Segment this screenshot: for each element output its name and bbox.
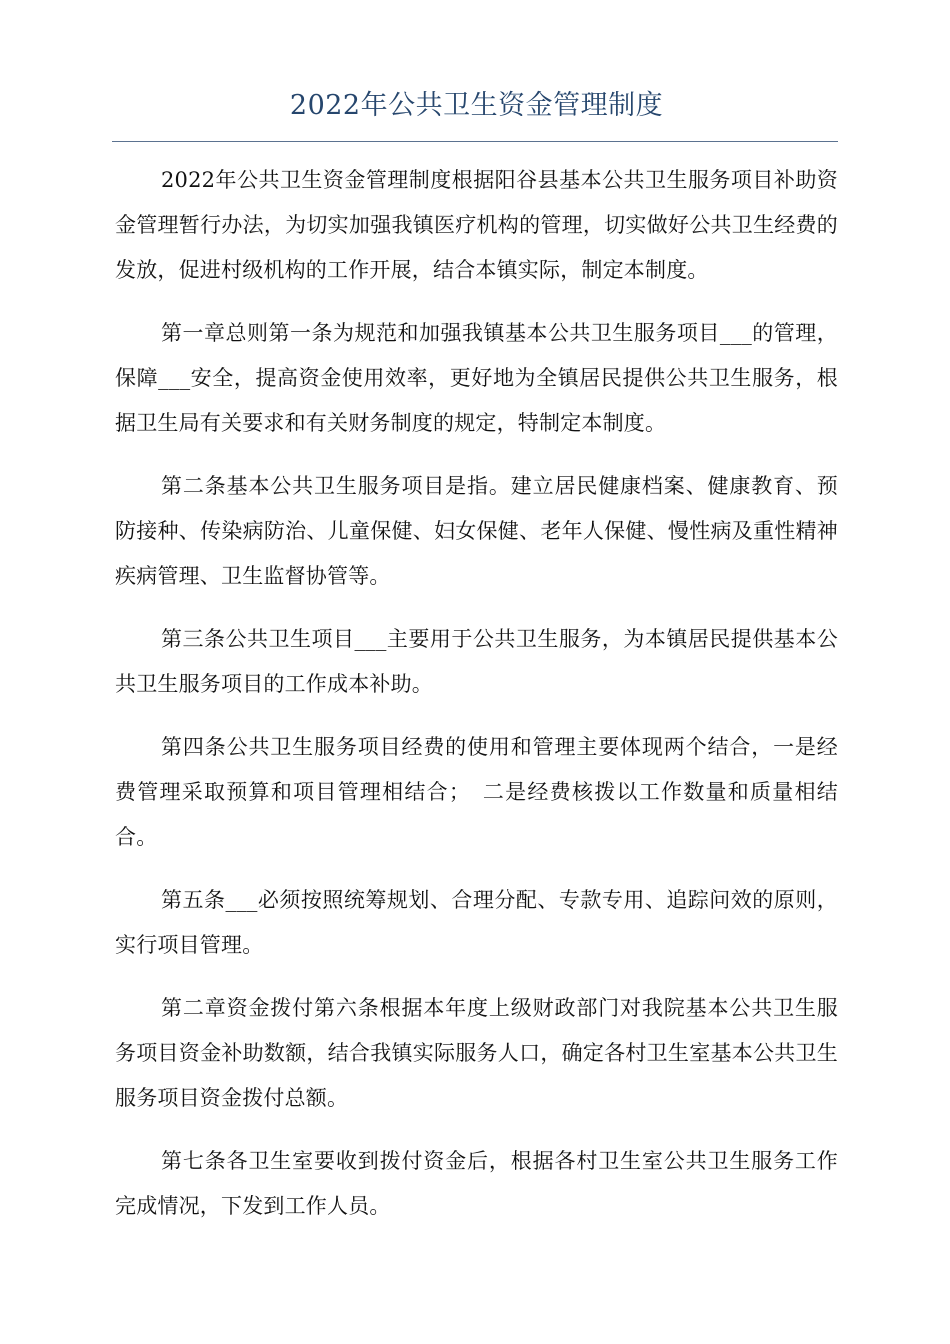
paragraph-article-2: 第二条基本公共卫生服务项目是指。建立居民健康档案、健康教育、预防接种、传染病防治、儿童保健、妇女保健、老年人保健、慢性病及重性精神疾病管理、卫生监督协管等。 <box>115 474 838 588</box>
paragraph-article-4: 第四条公共卫生服务项目经费的使用和管理主要体现两个结合，一是经费管理采取预算和项目管理相结合； 二是经费核拨以工作数量和质量相结合。 <box>115 735 838 849</box>
paragraph-article-1: 第一章总则第一条为规范和加强我镇基本公共卫生服务项目___的管理，保障___安全，提高资金使用效率，更好地为全镇居民提供公共卫生服务，根据卫生局有关要求和有关财务制度的规定，特制定本制度。 <box>115 321 838 435</box>
paragraph-article-5: 第五条___必须按照统筹规划、合理分配、专款专用、追踪问效的原则，实行项目管理。 <box>115 888 838 957</box>
paragraph-article-3: 第三条公共卫生项目___主要用于公共卫生服务，为本镇居民提供基本公共卫生服务项目的工作成本补助。 <box>115 627 838 696</box>
paragraph-article-6: 第二章资金拨付第六条根据本年度上级财政部门对我院基本公共卫生服务项目资金补助数额，结合我镇实际服务人口，确定各村卫生室基本公共卫生服务项目资金拨付总额。 <box>115 996 838 1110</box>
document-title: 2022年公共卫生资金管理制度 <box>289 90 664 121</box>
paragraph-article-7: 第七条各卫生室要收到拨付资金后，根据各村卫生室公共卫生服务工作完成情况，下发到工作人员。 <box>115 1149 838 1218</box>
title-divider <box>112 141 838 142</box>
document-body <box>115 158 838 1247</box>
paragraph-intro: 2022年公共卫生资金管理制度根据阳谷县基本公共卫生服务项目补助资金管理暂行办法，为切实加强我镇医疗机构的管理，切实做好公共卫生经费的发放，促进村级机构的工作开展，结合本镇实际，制定本制度。 <box>115 168 838 282</box>
